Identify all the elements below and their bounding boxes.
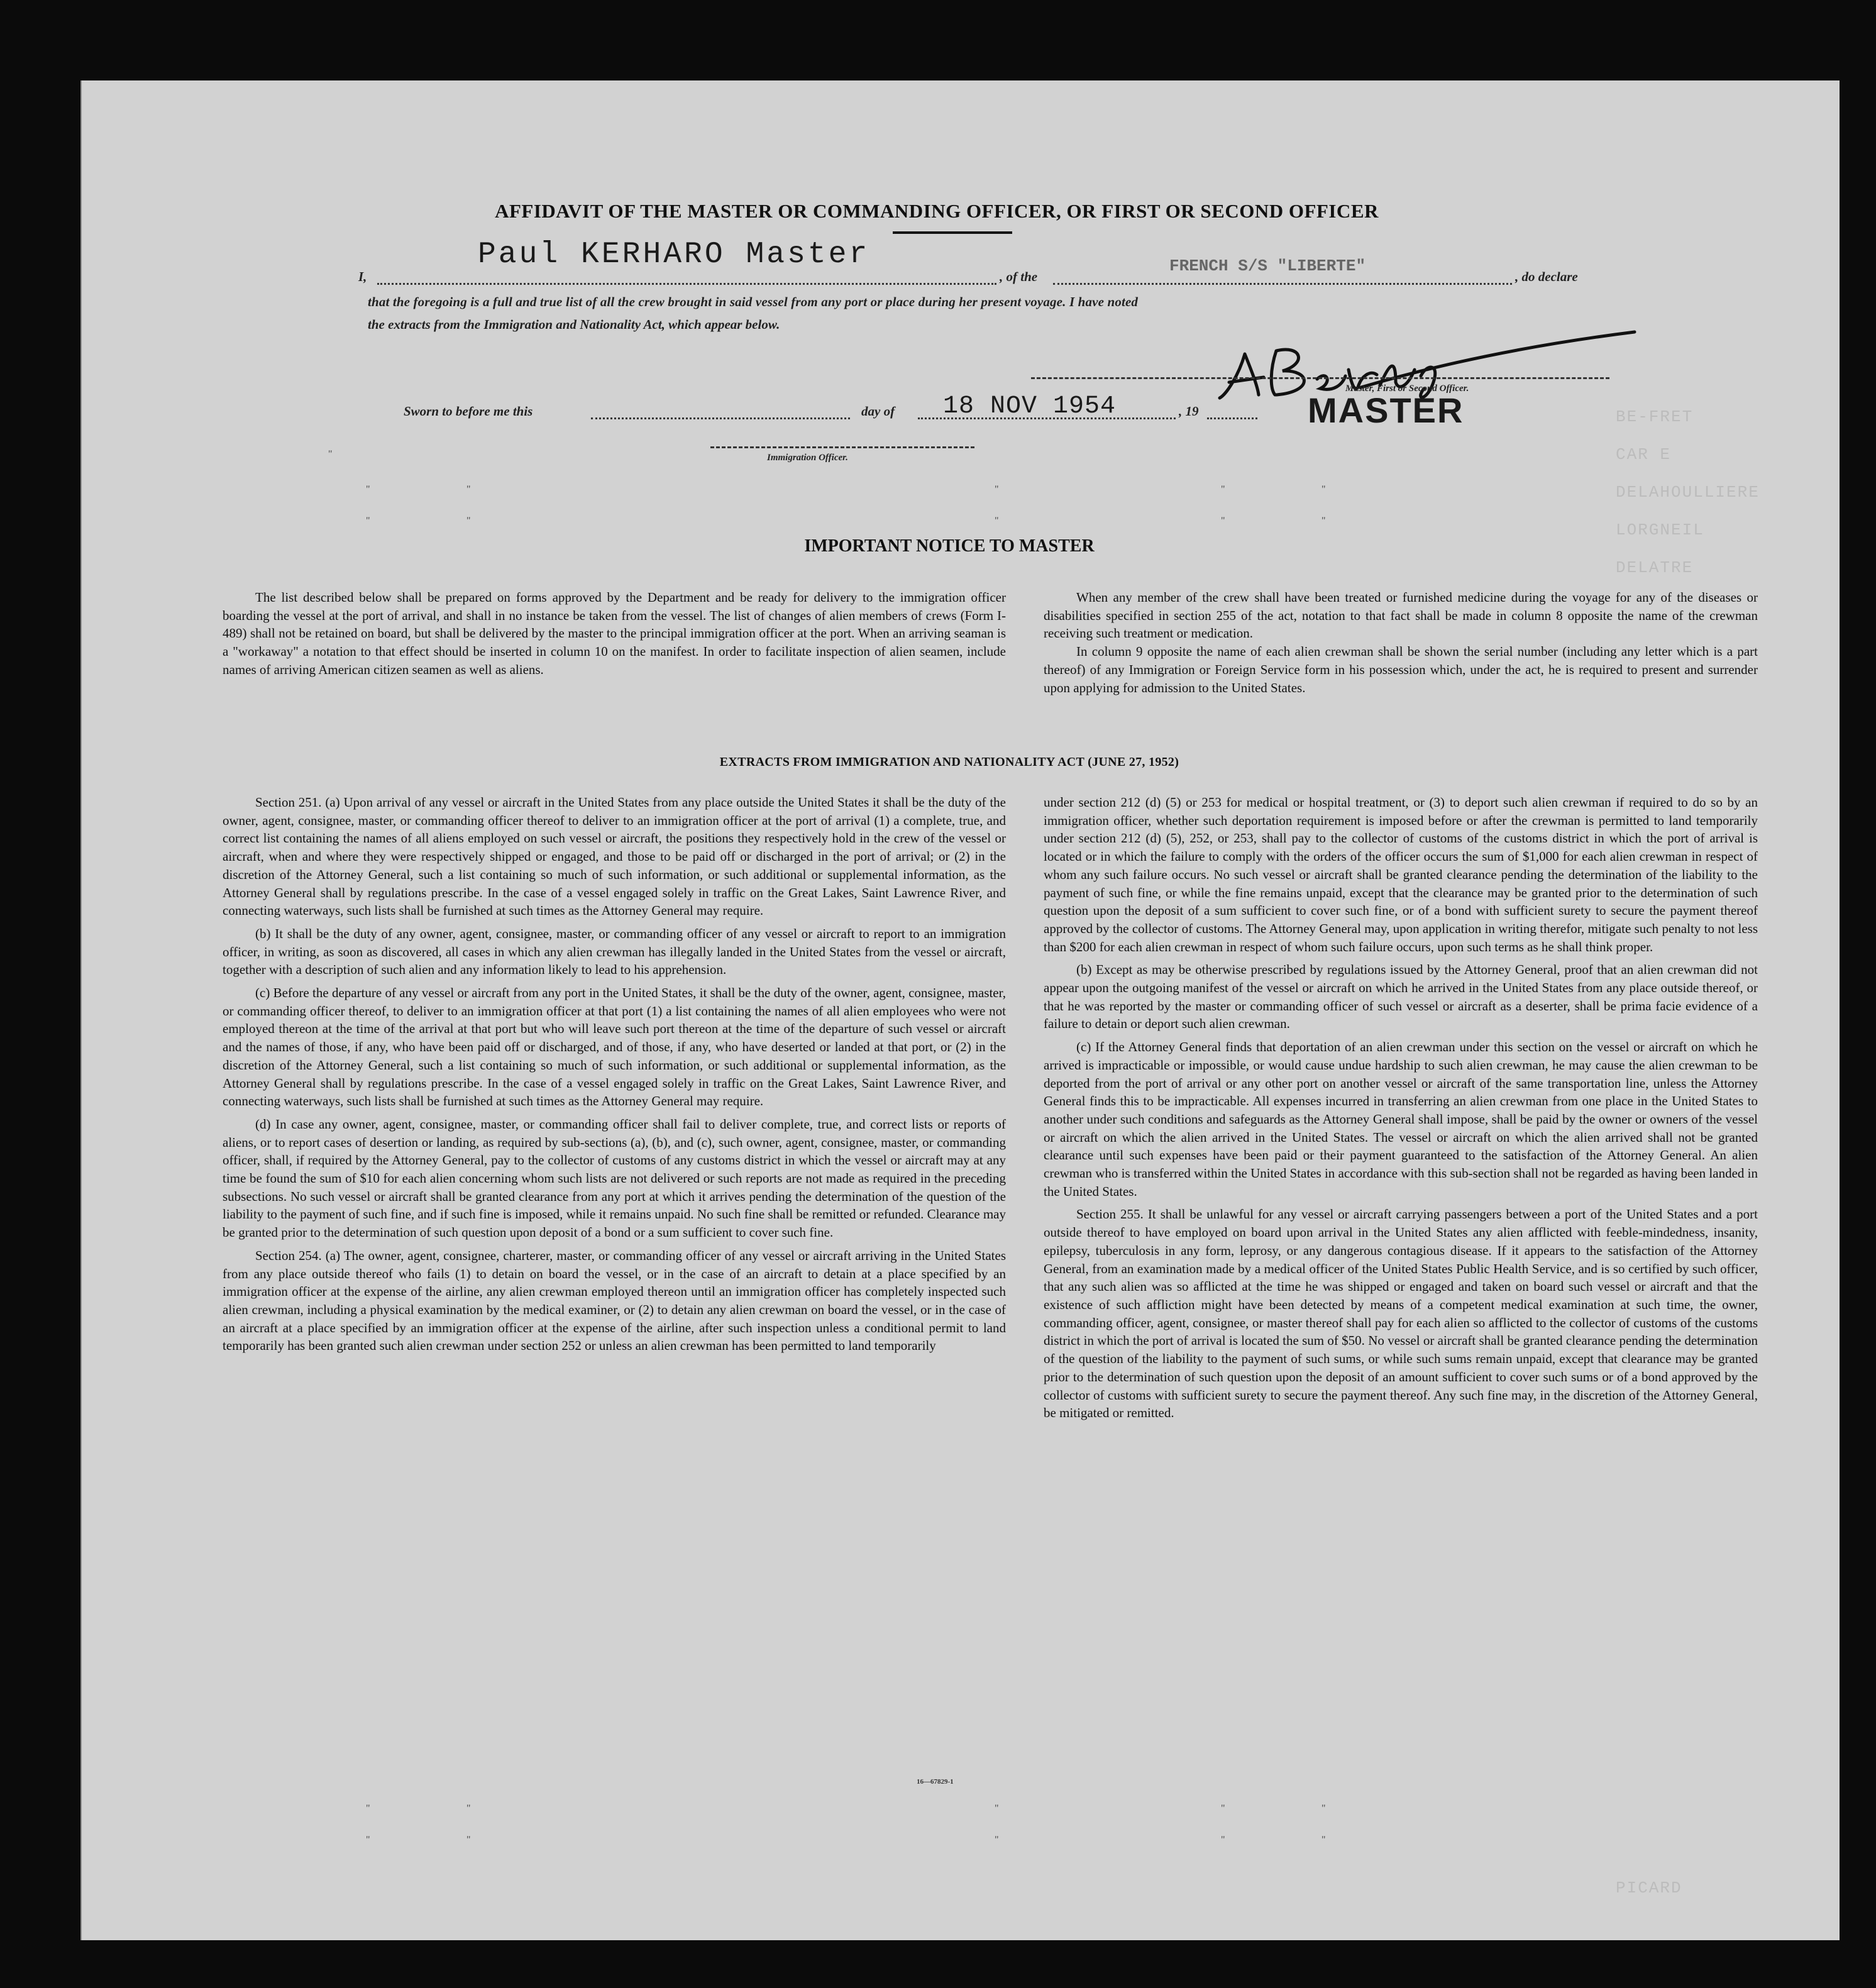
section-251-a: Section 251. (a) Upon arrival of any vessel or aircraft in the United States from any place outside the United States it shall be the duty of the owner, agent, consignee, master, or commanding officer thereof to deliver to an immigration officer at the port of arrival (1) a complete, true, and correct list containing the names of all aliens employed on such vessel or aircraft, the positions they respectively hold in the crew of the vessel or aircraft, when and where they were respectively shipped or engaged, and those to be paid off or discharged in the port of arrival; or (2) in the discretion of the Attorney General, such a list containing so much of such information, or such additional or supplemental information, as the Attorney General shall by regulations prescribe. In the case of a vessel engaged solely in traffic on the Great Lakes, Saint Lawrence River, and connecting waterways, such lists shall be furnished at such times as the Attorney General may require. [223,795,1006,919]
bleed-through-text: DELATRE [1616,558,1694,577]
form-print-code: 16—67829-1 [917,1778,954,1786]
document-page [80,80,1840,1940]
title-divider [893,231,1012,234]
ditto-mark: " [1221,1803,1225,1814]
section-251-b: (b) It shall be the duty of any owner, agent, consignee, master, or commanding officer of any vessel or aircraft to report to an immigration officer, in writing, as soon as discovered, all cases in which any alien crewman has illegally landed in the United States from the vessel or aircraft, together with a description of such alien and any information likely to lead to his apprehension. [223,925,1006,978]
affidavit-title: AFFIDAVIT OF THE MASTER OR COMMANDING OFFICER, OR FIRST OR SECOND OFFICER [495,200,1379,222]
sworn-year-line [1207,417,1257,419]
ditto-mark: " [1321,1803,1326,1814]
ditto-mark: " [1321,1835,1326,1845]
sworn-date-stamp: 18 NOV 1954 [943,392,1117,421]
section-251-d: (d) In case any owner, agent, consignee, master, or commanding officer shall fail to deliver complete, true, and correct lists or reports of aliens, or to report cases of desertion or landing, as required by sub-sections (a), (b), and (c), such owner, agent, consignee, master, or commanding officer, shall, if required by the Attorney General, pay to the collector of customs of any customs district in which the vessel or aircraft may at any time be found the sum of $10 for each alien concerning whom such lists are not delivered or such reports are not made as required in the preceding subsections. No such vessel or aircraft shall be granted clearance from any port at which it arrives pending the determination of the question of the liability to the payment of such fine, and if such fine is imposed, while it remains unpaid. No such fine shall be remitted or refunded. Clearance may be granted prior to the determination of such question upon deposit of a bond or a sum sufficient to cover such fine. [223,1116,1006,1240]
of-the-label: , of the [1000,269,1038,284]
bleed-through-text: BE-FRET [1616,407,1694,426]
ditto-mark: " [1321,484,1326,495]
ditto-mark: " [1221,484,1225,495]
ditto-mark: " [328,449,333,460]
i-label: I, [358,269,367,284]
notice-right-paragraph-2: In column 9 opposite the name of each alien crewman shall be shown the serial number (including any letter which is a part thereof) of any Immigration or Foreign Service form in his possession which, under the act, he is required to present and surrender upon applying for admission to the United States. [1044,644,1758,695]
bleed-through-text: PICARD [1616,1879,1682,1897]
section-254-c: (c) If the Attorney General finds that deportation of an alien crewman under this section on the vessel or aircraft on which he arrived is impracticable or impossible, or would cause undue hardship to such alien crewman, he may cause the alien crewman to be deported from the port of arrival or any other port on another vessel or aircraft of the same transportation line, unless the Attorney General finds this to be impracticable. All expenses incurred in transferring an alien crewman from one place in the United States to another under such conditions and safeguards as the Attorney General shall impose, shall be paid by the owner or owners of the vessel or aircraft on which the alien arrived in the United States. The vessel or aircraft on which the alien arrived shall not be granted clearance until such expenses have been paid or their payment guaranteed to the satisfaction of the Attorney General. An alien crewman who is transferred within the United States in accordance with this sub-section shall not be regarded as having been landed in the United States. [1044,1039,1758,1199]
notice-left-column [223,588,1006,679]
vessel-field: FRENCH S/S "LIBERTE" [1169,257,1366,275]
ditto-mark: " [995,1803,999,1814]
sworn-day-line [591,417,850,419]
do-declare-label: , do declare [1515,269,1578,284]
bleed-through-text: CAR E [1616,445,1672,464]
section-254-a-continued: under section 212 (d) (5) or 253 for medical or hospital treatment, or (3) to deport such alien crewman if required to do so by an immigration officer, whether such deportation requirement is imposed before or after the crewman is permitted to land temporarily under section 212 (d) (5), 252, or 253, shall pay to the collector of customs of the customs district in which the port of arrival is located or in which the failure to comply with the orders of the officer occurs the sum of $1,000 for each alien crewman in respect of whom any such failure occurs. No such vessel or aircraft shall be granted clearance pending the determination of the liability to the payment of such fine, or while the fine remains unpaid, except that the clearance may be granted prior to the determination of such question upon the deposit of a sum sufficient to cover such fine, or of a bond with sufficient surety to secure the payment thereof approved by the collector of customs. The Attorney General may, upon application in writing therefor, mitigate such penalty to not less than $200 for each alien crewman in respect of whom such failure occurs, upon such terms as he shall think proper. [1044,795,1758,954]
section-254-b: (b) Except as may be otherwise prescribed by regulations issued by the Attorney General, proof that an alien crewman did not appear upon the outgoing manifest of the vessel or aircraft on which he arrived in the United States from any place outside thereof, or that he was reported by the master or commanding officer of such vessel or aircraft as a deserter, shall be prima facie evidence of a failure to detain or deport such alien crewman. [1044,962,1758,1032]
ditto-mark: " [995,484,999,495]
section-255: Section 255. It shall be unlawful for any vessel or aircraft carrying passengers between a port of the United States and a port outside thereof to have employed on board upon arrival in the United States any alien afflicted with feeble-mindedness, insanity, epilepsy, tuberculosis in any form, leprosy, or any dangerous contagious disease. If it appears to the satisfaction of the Attorney General, from an examination made by a medical officer of the United States Public Health Service, and is so certified by such officer, that any such alien was so afflicted at the time he was shipped or engaged and taken on board such vessel or aircraft and that the existence of such affliction might have been detected by means of a competent medical examination at such time, the owner, commanding officer, agent, consignee, or master thereof shall pay for each alien so afflicted to the collector of customs of the customs district in which the port of arrival is located the sum of $50. No vessel or aircraft shall be granted clearance pending the determination of the question of the liability to the payment of such sums, or while such sums remain unpaid, except that clearance may be granted prior to the determination of such question upon the deposit of an amount sufficient to cover such sums or of a bond approved by the collector of customs with sufficient surety to secure the payment thereof. Any such fine may, in the discretion of the Attorney General, be mitigated or remitted. [1044,1207,1758,1421]
ditto-mark: " [995,1835,999,1845]
ditto-mark: " [995,516,999,526]
notice-left-paragraph: The list described below shall be prepared on forms approved by the Department and be ready for delivery to the immigration officer boarding the vessel at the port of arrival, and shall in no instance be taken from the vessel. The list of changes of alien members of crews (Form I-489) shall not be retained on board, but shall be delivered by the master to the principal immigration officer at the port. When an arriving seaman is a "workaway" a notation to that effect should be inserted in column 10 on the manifest. In order to facilitate inspection of alien seamen, include names of arriving American citizen seamen as well as aliens. [223,590,1006,677]
section-251-c: (c) Before the departure of any vessel or aircraft from any port in the United States, it shall be the duty of the owner, agent, consignee, master, or commanding officer thereof, to deliver to an immigration officer at that port (1) a list containing the names of all alien employees who were not employed thereon at the time of the arrival at that port but who will leave such port thereon at the time of the departure of such vessel or aircraft and the names of those, if any, who have been paid off or discharged, and of those, if any, who have deserted or landed at that port, or (2) in the discretion of the Attorney General, such a list containing so much of such information, or such additional or supplemental information, as the Attorney General shall by regulations prescribe. In the case of a vessel engaged solely in traffic on the Great Lakes, Saint Lawrence River, and connecting waterways, such lists shall be furnished at such times as the Attorney General may require. [223,985,1006,1109]
officer-signature-line [710,446,974,448]
master-name-line [377,283,996,285]
ditto-mark: " [466,484,471,495]
day-of-label: day of [861,404,895,419]
notice-right-column [1044,588,1758,697]
vessel-line [1053,283,1512,285]
signature-caption: Master, First or Second Officer. [1345,384,1469,394]
notice-right-paragraph-1: When any member of the crew shall have been treated or furnished medicine during the voyage for any of the diseases or disabilities specified in section 255 of the act, notation to that fact shall be made in column 8 opposite the name of the crewman receiving such treatment or medication. [1044,590,1758,641]
year-label: , 19 [1179,404,1199,419]
bleed-through-text: LORGNEIL [1616,521,1704,539]
rank-stamp: MASTER [1308,390,1464,430]
extracts-left-column [223,793,1006,1355]
bleed-through-text: DELAHOULLIERE [1616,483,1760,502]
ditto-mark: " [366,516,370,526]
signature-line [1031,377,1609,379]
master-name-field: Paul KERHARO Master [478,238,870,272]
statement-line-2: the extracts from the Immigration and Nationality Act, which appear below. [368,317,780,332]
ditto-mark: " [1321,516,1326,526]
ditto-mark: " [366,484,370,495]
extracts-heading: EXTRACTS FROM IMMIGRATION AND NATIONALITY ACT (JUNE 27, 1952) [719,755,1179,769]
ditto-mark: " [466,1835,471,1845]
ditto-mark: " [366,1803,370,1814]
section-254-a: Section 254. (a) The owner, agent, consignee, charterer, master, or commanding officer of any vessel or aircraft arriving in the United States from any place outside thereof who fails (1) to detain on board the vessel, or in the case of an aircraft to detain at a place specified by an immigration officer at the expense of the airline, any alien crewman employed thereon until an immigration officer has completely inspected such alien crewman, including a physical examination by the medical examiner, or (2) to detain any alien crewman on board the vessel, or in the case of an aircraft at a place specified by an immigration officer at the expense of the airline, after such inspection unless a conditional permit to land temporarily has been granted such alien crewman under section 252 or unless an alien crewman has been permitted to land temporarily [223,1247,1006,1354]
ditto-mark: " [366,1835,370,1845]
extracts-right-column [1044,793,1758,1422]
officer-caption: Immigration Officer. [767,453,848,463]
sworn-label: Sworn to before me this [404,404,533,419]
notice-heading: IMPORTANT NOTICE TO MASTER [804,536,1095,556]
ditto-mark: " [1221,516,1225,526]
ditto-mark: " [466,1803,471,1814]
statement-line-1: that the foregoing is a full and true list of all the crew brought in said vessel from any port or place during her present voyage. I have noted [368,294,1139,309]
ditto-mark: " [466,516,471,526]
ditto-mark: " [1221,1835,1225,1845]
